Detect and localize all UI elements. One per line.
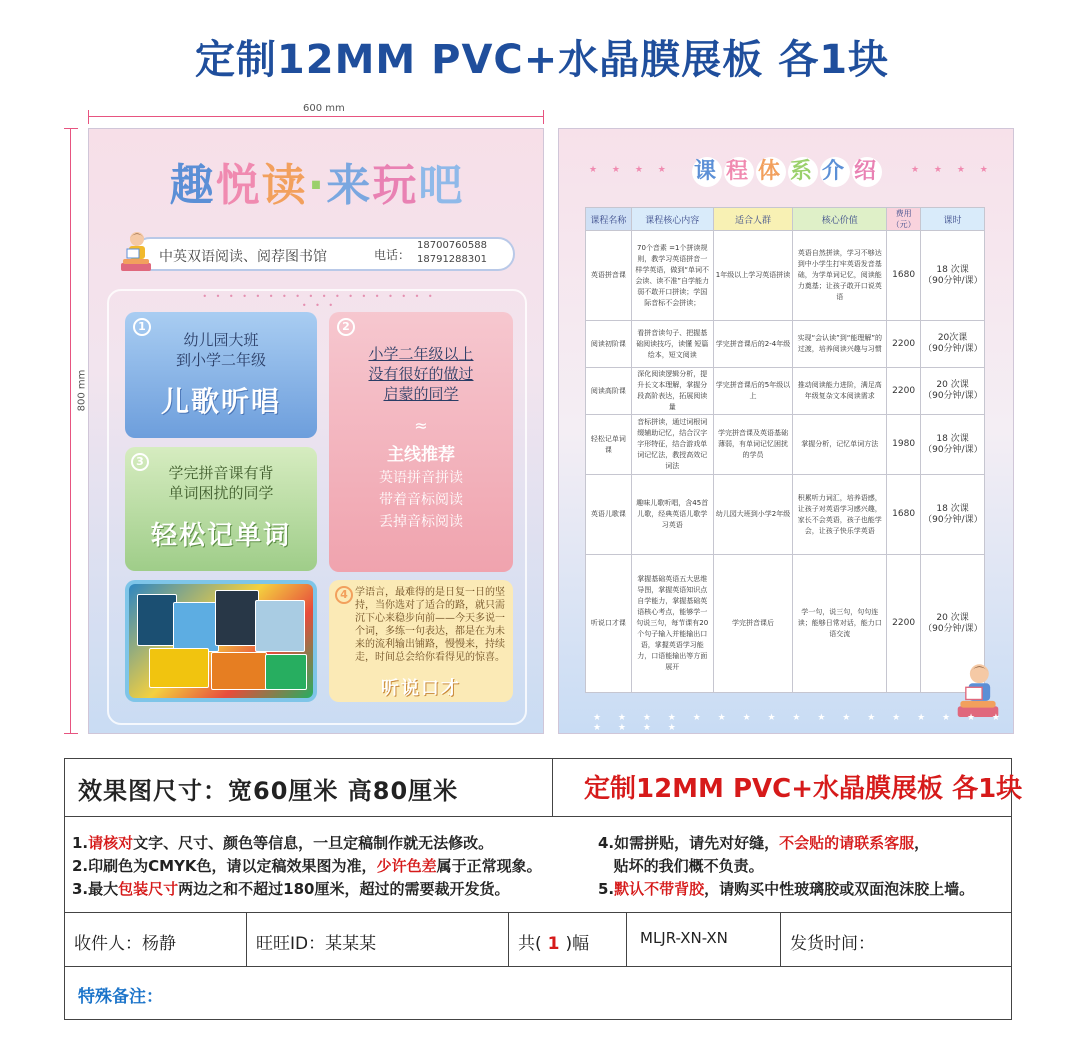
course-fee: 2200 [887,368,921,415]
table-header-row [586,208,985,231]
list-item: 英语拼音拼读 [379,470,463,486]
course-audience: 学完拼音课后 [713,555,793,693]
course-value: 实现“会认读”到“能理解”的过渡，培养阅读兴趣与习惯 [793,321,887,368]
divider [626,912,627,966]
course-audience: 1年级以上学习英语拼读 [713,231,793,321]
course-hours: 18 次课 （90分钟/课） [921,415,985,475]
phone-numbers [417,239,487,267]
card-3-title: 轻松记单词 [150,521,291,551]
ship-time: 发货时间： [790,934,875,954]
phone-label: 电话： [374,248,411,262]
note-4-cont: 贴坏的我们概不负责。 [598,857,764,875]
list-item: 带着音标阅读 [379,492,463,508]
recipient: 收件人：杨静 [74,934,176,954]
course-audience: 学完拼音课后的2-4年级 [713,321,793,368]
card-speaking [329,580,513,702]
book-cover [255,600,305,652]
width-tick-left [88,110,89,124]
card-nursery-songs [125,312,317,438]
course-hours: 20次课 （90分钟/课） [921,321,985,368]
divider [246,912,247,966]
course-name: 英语拼音课 [586,231,632,321]
book-cover [149,648,209,688]
column-header: 课时 [921,208,985,231]
notes-right [598,832,974,901]
column-header: 核心价值 [793,208,887,231]
course-content: 深化阅读逻辑分析，提升长文本理解，掌握分段高阶表达，拓展阅读量 [631,368,713,415]
height-label: 800 mm [76,367,87,415]
org-name: 中英双语阅读、阅荐图书馆 [159,249,327,265]
course-content: 音标拼读，通过词根词缀辅助记忆，结合汉字字形特征，结合游戏单词记忆法，教授高效记词法 [631,415,713,475]
card-2-audience: 小学二年级以上 没有很好的做过 启蒙的同学 [368,345,474,403]
course-audience: 学完拼音课后的5年级以上 [713,368,793,415]
panel-count: 共( 1 )幅 [518,934,590,954]
divider [64,816,1012,817]
special-remark: 特殊备注： [78,987,163,1007]
book-cover [137,594,177,646]
table-row [586,475,985,555]
dots-divider: • • • • • • • • • • • • • • • • • • • • • [202,292,436,310]
wangwang-id: 旺旺ID：某某某 [256,934,377,954]
book-cover [211,652,267,690]
course-name: 阅读初阶课 [586,321,632,368]
table-row [586,231,985,321]
card-number-3: 3 [131,453,149,471]
custom-spec-text: 定制12MM PVC+水晶膜展板 各1块 [584,774,1023,804]
list-item: 丢掉音标阅读 [379,514,463,530]
course-name: 轻松记单词课 [586,415,632,475]
column-header: 课程核心内容 [631,208,713,231]
course-hours: 18 次课 （90分钟/课） [921,231,985,321]
left-board [88,128,544,734]
course-content: 掌握基础英语五大思维导图，掌握英语知识点自学能力，掌握基础英语核心考点，能够学一句说三句，每节课有20个句子输入并能输出口语，掌握英语学习能力，口语能输出等方面展开 [631,555,713,693]
course-fee: 2200 [887,321,921,368]
card-main-recommend [329,312,513,572]
course-content: 70个音素 =1个拼读规则，教学习英语拼音一样学英语，做到“单词不会读、读不准”自学能力弱不敢开口拼读；学国际音标不会拼读； [631,231,713,321]
chevron-down-icon: ≈ [414,416,428,435]
book-cover [265,654,307,690]
reading-kid-icon [955,659,1001,721]
height-tick-bottom [64,733,78,734]
course-hours: 18 次课 （90分钟/课） [921,475,985,555]
note-2: 2.印刷色为CMYK色，请以定稿效果图为准，少许色差属于正常现象。 [72,857,542,875]
course-system-title: 课 程 体 系 介 绍 [559,157,1014,187]
note-4: 4.如需拼贴，请先对好缝，不会贴的请联系客服， [598,834,930,852]
column-header: 课程名称 [586,208,632,231]
course-fee: 2200 [887,555,921,693]
course-value: 学一句，说三句，句句连读；能够日常对话，能力口语交流 [793,555,887,693]
card-vocabulary [125,447,317,571]
course-fee: 1980 [887,415,921,475]
course-fee: 1680 [887,475,921,555]
width-label: 600 mm [300,103,348,114]
course-value: 掌握分析，记忆单词方法 [793,415,887,475]
card-4-paragraph: 学语言，最难得的是日复一日的坚持，当你选对了适合的路，就只需沉下心来稳步向前——今天多说一个词，多练一句表达，都是在为未来的流利输出铺路，慢慢来，持续走，时间总会给你看得见的惊喜。 [355,587,505,663]
table-row [586,415,985,475]
card-2-heading: 主线推荐 [387,445,455,465]
table-row [586,555,985,693]
size-text: 效果图尺寸：宽60厘米 高80厘米 [78,777,459,805]
course-name: 英语儿歌课 [586,475,632,555]
course-value: 英语自然拼读，学习不够达到中小学生打牢英语发音基础，为学单词记忆，阅读能力奠基；让孩子敢开口说英语 [793,231,887,321]
note-1: 1.请核对文字、尺寸、颜色等信息，一旦定稿制作就无法修改。 [72,834,494,852]
phone-1: 18700760588 [417,240,487,251]
course-content: 看拼音读句子、把握基础阅读技巧，读懂 短篇 绘本，短文阅读 [631,321,713,368]
course-audience: 幼儿园大班到小学2年级 [713,475,793,555]
divider [552,758,553,816]
divider [64,966,1012,967]
book-cover [173,602,219,652]
order-code: MLJR-XN-XN [640,929,728,947]
note-3: 3.最大包装尺寸两边之和不超过180厘米，超过的需要裁开发货。 [72,880,510,898]
width-tick-right [543,110,544,124]
height-tick-top [64,128,78,129]
card-number-4: 4 [335,586,353,604]
card-2-items [329,467,513,533]
course-content: 趣味儿歌听唱，含45首儿歌，经典英语儿歌学习英语 [631,475,713,555]
card-3-audience: 学完拼音课有背 单词困扰的同学 [168,464,274,502]
height-dimension-line [70,128,71,734]
book-cover [215,590,259,646]
notes-left [72,832,542,901]
course-value: 积累听力词汇，培养语感，让孩子对英语学习感兴趣，家长不会英语，孩子也能学会，让孩子快乐学英语 [793,475,887,555]
note-5: 5.默认不带背胶，请购买中性玻璃胶或双面泡沫胶上墙。 [598,880,975,898]
course-name: 听说口才课 [586,555,632,693]
course-fee: 1680 [887,231,921,321]
books-image [129,584,313,698]
right-board [558,128,1014,734]
divider [508,912,509,966]
star-decoration-right: ★ ★ ★ ★ [911,165,994,175]
star-decoration-left: ★ ★ ★ ★ [589,165,672,175]
column-header: 费用（元） [887,208,921,231]
course-hours: 20 次课 （90分钟/课） [921,368,985,415]
width-dimension-line [88,116,544,117]
course-name: 阅读高阶课 [586,368,632,415]
star-decoration-bottom: ★ ★ ★ ★ ★ ★ ★ ★ ★ ★ ★ ★ ★ ★ ★ ★ ★ ★ ★ ★ ★ [593,713,1007,733]
page-title: 定制12MM PVC+水晶膜展板 各1块 [194,37,890,83]
course-table [585,207,985,693]
card-number-2: 2 [337,318,355,336]
phone-2: 18791288301 [417,254,487,265]
card-1-title: 儿歌听唱 [160,385,281,418]
course-audience: 学完拼音课及英语基础薄弱，有单词记忆困扰的学员 [713,415,793,475]
left-board-title: 趣悦读·来玩吧 [169,160,465,211]
table-row [586,368,985,415]
course-hours: 20 次课 （90分钟/课） [921,555,985,693]
course-value: 推动阅读能力进阶，满足高年级复杂文本阅读需求 [793,368,887,415]
card-4-title: 听说口才 [381,678,461,699]
divider [780,912,781,966]
card-number-1: 1 [133,318,151,336]
table-row [586,321,985,368]
column-header: 适合人群 [713,208,793,231]
reading-kid-icon [119,229,153,273]
divider [64,912,1012,913]
card-1-audience: 幼儿园大班 到小学二年级 [175,331,266,369]
